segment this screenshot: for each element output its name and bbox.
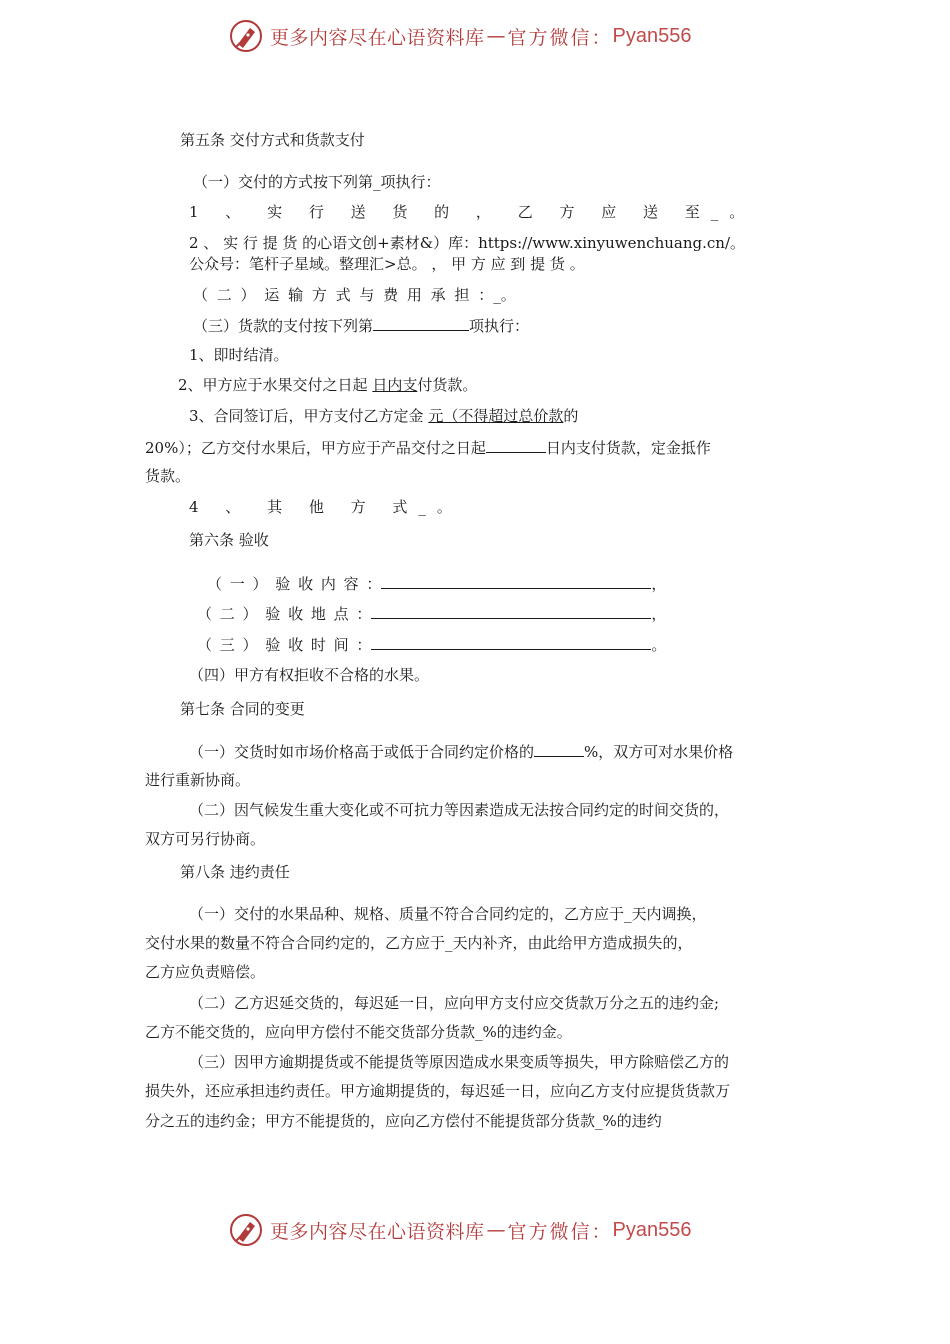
text-segment: ，	[651, 605, 667, 623]
article-5-heading: 第五条 交付方式和货款支付	[180, 131, 365, 149]
paragraph	[178, 375, 477, 395]
watermark-prefix: 更多内容尽在心语资料库	[270, 26, 485, 49]
text-segment: %，双方可对水果价格	[584, 743, 734, 761]
watermark-dash: —	[486, 25, 506, 47]
paragraph: 双方可另行协商。	[145, 830, 266, 848]
paragraph	[207, 573, 666, 594]
paragraph: 进行重新协商。	[145, 771, 251, 789]
text-segment: 日内支付货款，定金抵作	[545, 439, 711, 457]
watermark-handle: Pyan556	[612, 1218, 692, 1241]
underlined-text: 元（不得超过总价款	[428, 407, 564, 425]
paragraph: 1 、 实 行 送 货 的 ， 乙 方 应 送 至_。	[189, 203, 756, 221]
fill-blank	[371, 603, 651, 619]
header-watermark	[228, 18, 692, 54]
paragraph: 损失外，还应承担违约责任。甲方逾期提货的，每迟延一日，应向乙方支付应提货货款万	[145, 1082, 731, 1100]
text-segment: 2、甲方应于水果交付之日起	[178, 376, 368, 394]
watermark-prefix: 更多内容尽在心语资料库	[270, 1220, 485, 1243]
watermark-label: 官方微信：	[507, 26, 613, 49]
text-segment: （ 三 ） 验 收 时 间 ：	[197, 636, 372, 654]
text-segment: 。	[651, 636, 667, 654]
paragraph: （一）交付的方式按下列第_项执行：	[193, 173, 441, 191]
underlined-text: 日内支	[372, 376, 418, 394]
paragraph	[145, 437, 711, 458]
paragraph: （二）乙方迟延交货的，每迟延一日，应向甲方支付应交货款万分之五的违约金;	[189, 994, 720, 1012]
article-8-heading: 第八条 违约责任	[180, 863, 290, 881]
paragraph: 分之五的违约金；甲方不能提货的，应向乙方偿付不能提货部分货款_%的违约	[145, 1112, 662, 1130]
paragraph	[189, 406, 578, 426]
paragraph	[193, 315, 529, 336]
paragraph: 1、即时结清。	[189, 346, 289, 364]
paragraph: 交付水果的数量不符合合同约定的，乙方应于_天内补齐，由此给甲方造成损失的，	[145, 934, 693, 952]
text-segment: （ 二 ） 验 收 地 点 ：	[197, 605, 372, 623]
fill-blank	[373, 315, 469, 331]
paragraph: 公众号：笔杆子星域。整理汇>总。 ， 甲 方 应 到 提 货 。	[189, 255, 585, 273]
watermark-handle: Pyan556	[612, 24, 692, 47]
text-segment: （一）交货时如市场价格高于或低于合同约定价格的	[189, 743, 535, 761]
text-segment: 项执行：	[469, 317, 530, 335]
article-7-heading: 第七条 合同的变更	[180, 700, 305, 718]
paragraph: 4 、 其 他 方 式_。	[189, 498, 463, 516]
text-segment: 的	[563, 407, 579, 425]
fill-blank	[534, 741, 584, 757]
watermark-dash: —	[486, 1219, 506, 1241]
paragraph: 乙方应负责赔偿。	[145, 963, 266, 981]
fill-blank	[371, 634, 651, 650]
fill-blank	[486, 437, 546, 453]
text-segment: 付货款。	[417, 376, 478, 394]
paragraph: （一）交付的水果品种、规格、质量不符合合同约定的，乙方应于_天内调换，	[189, 905, 707, 923]
fountain-pen-logo-icon	[228, 1212, 264, 1248]
text-segment: （ 一 ） 验 收 内 容 ：	[207, 575, 382, 593]
paragraph: （二）因气候发生重大变化或不可抗力等因素造成无法按合同约定的时间交货的，	[189, 801, 730, 819]
paragraph	[197, 634, 666, 655]
footer-watermark	[228, 1212, 692, 1248]
text-segment: ，	[651, 575, 667, 593]
text-segment: 20%）；乙方交付水果后，甲方应于产品交付之日起	[145, 439, 486, 457]
paragraph: （ 二 ） 运 输 方 式 与 费 用 承 担 ：_。	[193, 286, 516, 304]
paragraph: 乙方不能交货的，应向甲方偿付不能交货部分货款_%的违约金。	[145, 1023, 572, 1041]
fountain-pen-logo-icon	[228, 18, 264, 54]
article-6-heading: 第六条 验收	[189, 531, 269, 549]
watermark-label: 官方微信：	[507, 1220, 613, 1243]
paragraph	[189, 741, 733, 762]
fill-blank	[381, 573, 651, 589]
text-segment: 3、合同签订后，甲方支付乙方定金	[189, 407, 424, 425]
paragraph: 2 、 实 行 提 货 的心语文创+素材&）库：https://www.xinyuwenchuang.cn/。	[189, 234, 745, 252]
paragraph	[197, 603, 666, 624]
paragraph: 货款。	[145, 467, 191, 485]
text-segment: （三）货款的支付按下列第	[193, 317, 374, 335]
paragraph: （三）因甲方逾期提货或不能提货等原因造成水果变质等损失，甲方除赔偿乙方的	[189, 1053, 730, 1071]
paragraph: （四）甲方有权拒收不合格的水果。	[189, 666, 430, 684]
